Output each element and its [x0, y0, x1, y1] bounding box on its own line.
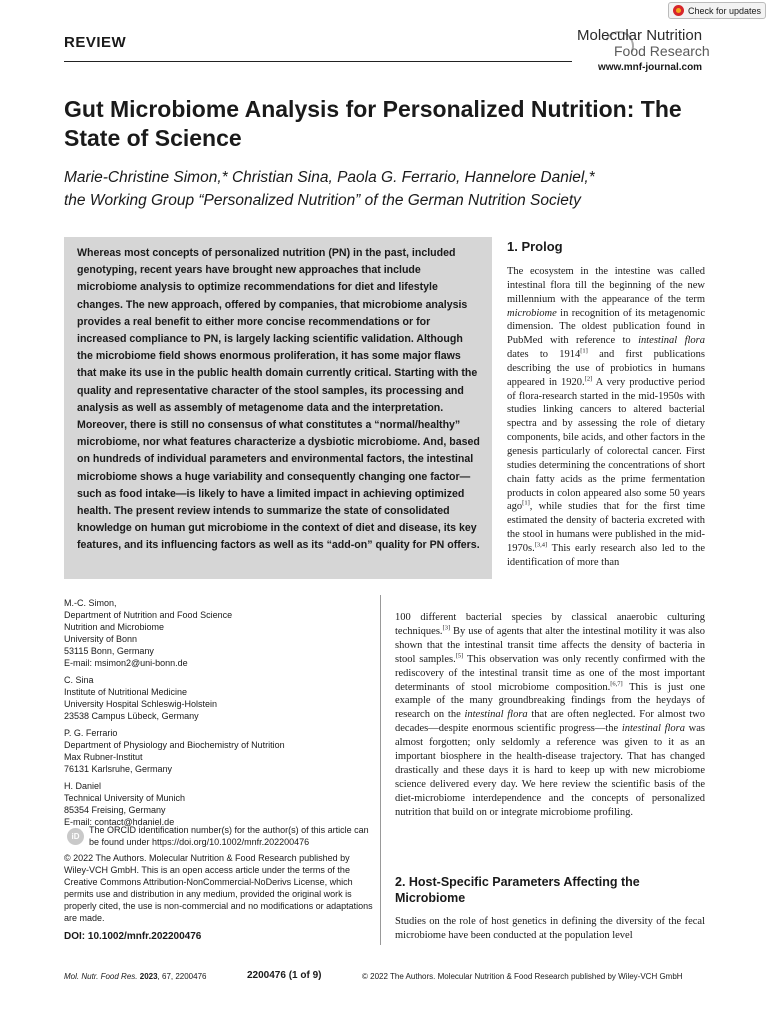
affil-line: Department of Physiology and Biochemistry of Nutrition [64, 740, 285, 750]
affil-line: 53115 Bonn, Germany [64, 646, 154, 656]
section-label: REVIEW [64, 34, 127, 51]
affil-line: Max Rubner-Institut [64, 752, 143, 762]
check-for-updates-button[interactable] [668, 2, 766, 19]
affil-line: Department of Nutrition and Food Science [64, 610, 233, 620]
authors-line-1: Marie-Christine Simon,* Christian Sina, Paola G. Ferrario, Hannelore Daniel,* [64, 169, 595, 186]
citation-ref[interactable]: [3] [442, 624, 451, 632]
journal-url[interactable]: www.mnf-journal.com [598, 62, 703, 73]
affil-line: P. G. Ferrario [64, 728, 118, 738]
affil-line: Nutrition and Microbiome [64, 622, 165, 632]
article-title: Gut Microbiome Analysis for Personalized Nutrition: The State of Science [64, 96, 682, 151]
affil-line: M.-C. Simon, [64, 598, 117, 608]
footer-copyright: © 2022 The Authors. Molecular Nutrition & Food Research published by Wiley-VCH GmbH [362, 972, 683, 981]
section-heading-host-specific: 2. Host-Specific Parameters Affecting the Microbiome [395, 875, 640, 905]
crossmark-icon [673, 5, 684, 16]
footer-page-number: 2200476 (1 of 9) [247, 970, 322, 981]
prolog-continued-paragraph: 100 different bacterial species by classical anaerobic culturing techniques.[3] By use of agents that alter the intestinal motility it was also shown that the intestinal transit time affects the density of bacteria in stool samples.[5] This observation was only recently confirmed with the rediscovery of the intestinal transit time as one of the most important determinants of stool microbiome composition.[6,7] This is just one example of the many groundbreaking findings from the heydays of research on the intestinal flora that are often neglected. For almost two decades—despite enormous scientific progress—the intestinal flora was almost forgotten; only seldomly a reference was given to it as an important biosphere in the health-disease trajectory. That has changed drastically and these days it is hard to keep up with new microbiome science delivered every day. We here review the scientific basis of the diet-microbiome interdependence and the concepts of personalized nutrition that build on or integrate microbiome profiling. [395, 612, 706, 818]
citation-ref[interactable]: [2] [584, 375, 593, 383]
affil-email[interactable]: E-mail: contact@hdaniel.de [64, 817, 175, 827]
affil-line: University of Bonn [64, 634, 138, 644]
authors-line-2: the Working Group “Personalized Nutrition” of the German Nutrition Society [64, 192, 581, 209]
doi-link[interactable]: DOI: 10.1002/mnfr.202200476 [64, 931, 202, 942]
citation-ref[interactable]: [3,4] [534, 541, 548, 549]
section-heading-prolog: 1. Prolog [507, 239, 563, 254]
journal-name-line2: Food Research [614, 43, 710, 59]
citation-ref[interactable]: [1] [580, 347, 588, 355]
affil-line: 76131 Karlsruhe, Germany [64, 764, 173, 774]
affil-line: Technical University of Munich [64, 793, 186, 803]
citation-ref[interactable]: [6,7] [610, 680, 623, 688]
check-for-updates-label: Check for updates [688, 5, 762, 16]
prolog-paragraph: The ecosystem in the intestine was called intestinal flora till the beginning of the new millennium with the appearance of the term microbiome in recognition of its metagenomic dimension. The oldest publication found in PubMed with reference to intestinal flora dates to 1914[1] and first publications describing the use of probiotics in humans appeared in 1920.[2] A very productive period of flora-research started in the mid-1950s with studies linking cancers to altered bacterial spectra and by assessing the role of dietary components, bile acids, and other factors in the genesis particularly of colorectal cancer. First studies determining the concentrations of short chain fatty acids as the prime fermentation products in colon appeared also some 50 years ago[1], while studies that for the first time estimated the density of bacteria excreted with the stool in humans were published in the mid-1970s.[3,4] This early research also led to the identification of more than [507, 266, 705, 568]
affil-line: 23538 Campus Lübeck, Germany [64, 711, 199, 721]
license-note: © 2022 The Authors. Molecular Nutrition & Food Research published by Wiley-VCH GmbH. This is an open access article under the terms of the Creative Commons Attribution-NonCommercial-NoDerivs License, which permits use and distribution in any medium, provided the original work is properly cited, the use is non-commercial and no modifications or adaptations are made. [64, 853, 373, 923]
affil-email[interactable]: E-mail: msimon2@uni-bonn.de [64, 658, 188, 668]
citation-ref[interactable]: [1] [522, 499, 530, 507]
affil-line: University Hospital Schleswig-Holstein [64, 699, 218, 709]
footer-citation: Mol. Nutr. Food Res. 2023, 67, 2200476 [64, 972, 207, 981]
author-list [64, 166, 704, 212]
abstract-text: Whereas most concepts of personalized nutrition (PN) in the past, included genotyping, recent years have brought new approaches that include microbiome analysis to optimize recommendations for diet and lifestyle changes. The new approach, offered by companies, that microbiome analysis provides a real benefit to either more concise recommendations or for increased compliance to PN, is largely lacking scientific validation. Although the microbiome field shows enormous proliferation, it has some major flaws that make its use in the public health domain currently critical. Starting with the quality and representative character of the stool samples, its processing and analysis as well as assembly of metagenome data and the interpretation. Moreover, there is still no consensus of what constitutes a “normal/healthy” microbiome, nor what features characterize a dysbiotic microbiome. And, based on hundreds of individual parameters and environmental factors, the intestinal microbiome shows a huge variability and consequently changing one factor—such as food intake—is likely to have a limited impact in achieving optimized health. The present review intends to summarize the state of consolidated knowledge on human gut microbiome in the context of diet and disease, its key features, and its influencing factors as well as its “add-on” quality for PN offers. [77, 247, 480, 552]
affil-line: 85354 Freising, Germany [64, 805, 166, 815]
section-2-paragraph: Studies on the role of host genetics in defining the diversity of the fecal microbiome have been conducted at the population level [395, 916, 705, 941]
affiliations [64, 597, 374, 828]
header-divider [64, 61, 572, 62]
affil-line: C. Sina [64, 675, 94, 685]
column-divider [380, 595, 381, 945]
citation-ref[interactable]: [5] [455, 652, 464, 660]
affil-line: Institute of Nutritional Medicine [64, 687, 188, 697]
journal-name-line1: Molecular Nutrition [577, 27, 703, 44]
orcid-icon: iD [67, 828, 84, 845]
orcid-note[interactable]: The ORCID identification number(s) for the author(s) of this article can be found under https://doi.org/10.1002/mnfr.202200476 [89, 825, 369, 847]
affil-line: H. Daniel [64, 781, 102, 791]
